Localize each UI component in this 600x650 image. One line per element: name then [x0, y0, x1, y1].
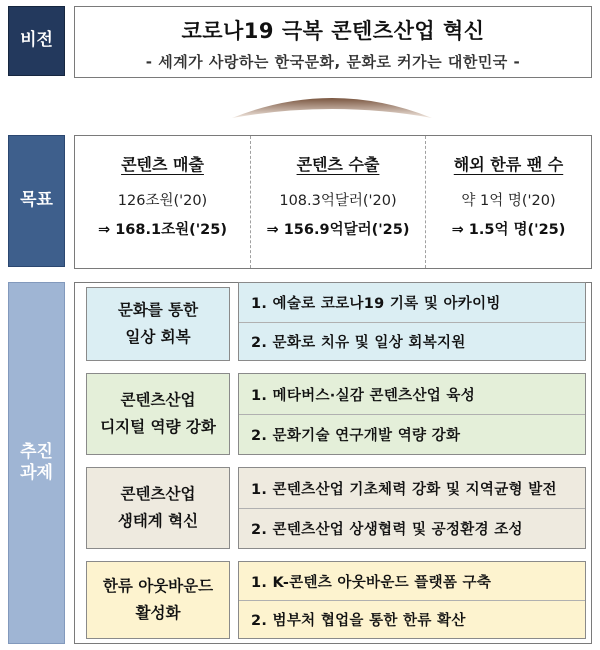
task-group-1: [238, 282, 586, 361]
strategy-ecosystem: [86, 467, 230, 549]
strategy-name: 콘텐츠산업 생태계 혁신: [117, 484, 199, 530]
vision-box: [74, 6, 592, 78]
goal-fans: [425, 136, 591, 268]
goal-current: 108.3억달러('20): [279, 193, 397, 209]
goal-target: ⇒ 1.5억 명('25): [451, 222, 566, 238]
task-item: 2. 문화기술 연구개발 역량 강화: [239, 414, 585, 454]
goal-heading: 콘텐츠 매출: [121, 155, 204, 174]
goal-heading: 콘텐츠 수출: [296, 155, 380, 174]
tasks-label-text: 추진 과제: [20, 441, 53, 483]
strategy-digital-capacity: [86, 373, 230, 455]
task-item: 1. 콘텐츠산업 기초체력 강화 및 지역균형 발전: [239, 468, 585, 508]
strategy-hallyu-outbound: [86, 561, 230, 639]
goals-label-text: 목표: [20, 190, 53, 211]
goal-heading: 해외 한류 팬 수: [453, 155, 564, 174]
goal-exports: [250, 136, 425, 268]
task-group-4: [238, 561, 586, 639]
vision-title: 코로나19 극복 콘텐츠산업 혁신: [181, 19, 485, 43]
strategy-name: 한류 아웃바운드 활성화: [102, 576, 214, 622]
task-group-3: [238, 467, 586, 549]
goal-target: ⇒ 168.1조원('25): [98, 222, 227, 238]
task-item: 2. 문화로 치유 및 일상 회복지원: [239, 322, 585, 361]
task-item: 2. 콘텐츠산업 상생협력 및 공정환경 조성: [239, 508, 585, 548]
task-group-2: [238, 373, 586, 455]
upward-arrow-icon: [0, 84, 600, 124]
goal-current: 약 1억 명('20): [461, 193, 556, 209]
strategy-name: 문화를 통한 일상 회복: [117, 300, 199, 346]
goal-target: ⇒ 156.9억달러('25): [266, 222, 410, 238]
task-item: 2. 범부처 협업을 통한 한류 확산: [239, 600, 585, 638]
task-item: 1. 예술로 코로나19 기록 및 아카이빙: [239, 283, 585, 322]
strategy-daily-recovery: [86, 287, 230, 361]
task-item: 1. K-콘텐츠 아웃바운드 플랫폼 구축: [239, 562, 585, 600]
vision-subtitle: - 세계가 사랑하는 한국문화, 문화로 커가는 대한민국 -: [145, 53, 521, 71]
goal-sales: [75, 136, 250, 268]
task-item: 1. 메타버스·실감 콘텐츠산업 육성: [239, 374, 585, 414]
goal-current: 126조원('20): [117, 193, 208, 209]
tasks-label: [8, 282, 65, 644]
vision-label-text: 비전: [20, 30, 53, 51]
strategy-name: 콘텐츠산업 디지털 역량 강화: [100, 390, 216, 436]
goals-box: [74, 135, 592, 269]
goals-label: [8, 135, 65, 267]
vision-label: [8, 6, 65, 76]
